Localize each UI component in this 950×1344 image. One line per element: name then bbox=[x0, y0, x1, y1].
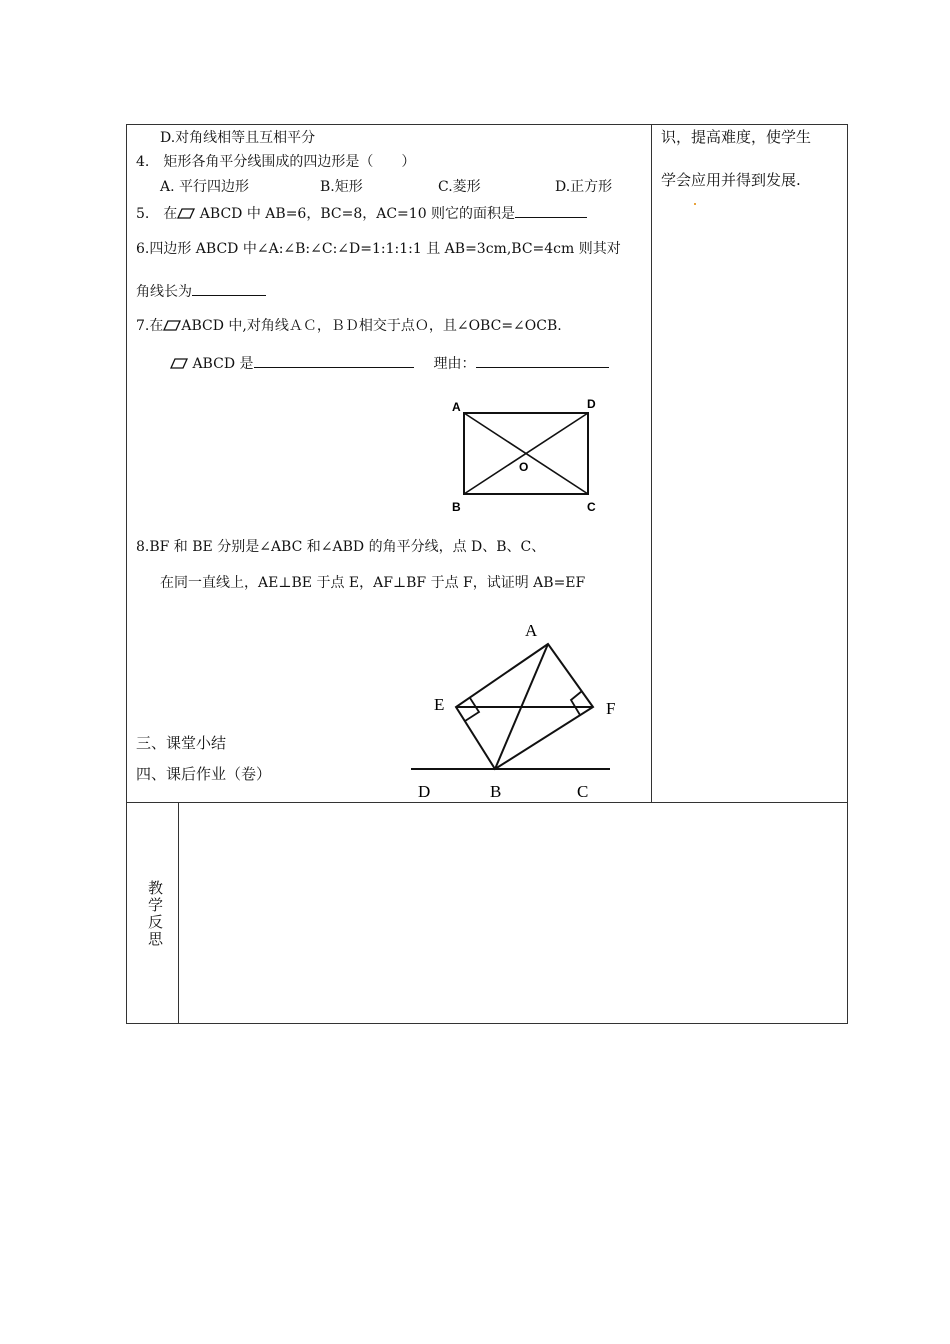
right-col-line2: 学会应用并得到发展. bbox=[661, 171, 801, 189]
q6-line1: 6.四边形 ABCD 中∠A:∠B:∠C:∠D=1:1:1:1 且 AB=3cm,BC=4cm 则其对 bbox=[136, 241, 621, 257]
q6-line2 bbox=[136, 281, 266, 301]
q5-prefix: 5. 在 bbox=[136, 206, 178, 222]
q5-answer-blank[interactable] bbox=[515, 203, 587, 218]
reflection-label: 教学反思 bbox=[148, 879, 164, 948]
q8-line2: 在同一直线上，AE⊥BE 于点 E，AF⊥BF 于点 F，试证明 AB=EF bbox=[160, 575, 586, 591]
fig2-label-e: E bbox=[434, 695, 445, 714]
q5-text: ABCD 中 AB=6，BC=8，AC=10 则它的面积是 bbox=[195, 206, 516, 222]
q7-prefix: 7.在 bbox=[136, 318, 164, 334]
section-summary: 三、课堂小结 bbox=[136, 734, 227, 752]
q7-line1 bbox=[136, 317, 562, 335]
fig1-label-d: D bbox=[587, 397, 596, 411]
fig1-label-a: A bbox=[452, 400, 461, 414]
q8-line1: 8.BF 和 BE 分别是∠ABC 和∠ABD 的角平分线，点 D、B、C、 bbox=[136, 539, 546, 555]
q4-option-c: C.菱形 bbox=[438, 179, 481, 195]
stray-mark bbox=[694, 203, 696, 205]
parallelogram-icon bbox=[170, 358, 188, 369]
q7-line2 bbox=[170, 353, 609, 373]
rectangle-figure bbox=[448, 395, 608, 515]
q7-answer-blank[interactable] bbox=[254, 353, 414, 368]
reflection-divider bbox=[178, 802, 179, 1024]
q3-option-d: D.对角线相等且互相平分 bbox=[160, 130, 316, 146]
fig2-label-a: A bbox=[525, 621, 538, 640]
q7-line2-a: ABCD 是 bbox=[188, 356, 254, 372]
q4-option-a: A. 平行四边形 bbox=[160, 179, 250, 195]
parallelogram-icon bbox=[177, 208, 195, 219]
fig2-label-c: C bbox=[577, 782, 589, 801]
fig1-label-c: C bbox=[587, 500, 596, 514]
q7-reason-label: 理由： bbox=[433, 356, 476, 372]
q7-text: ABCD 中,对角线ＡＣ，ＢＤ相交于点Ｏ，且∠OBC=∠OCB. bbox=[181, 318, 562, 334]
q6-line2-text: 角线长为 bbox=[136, 284, 192, 300]
fig2-label-f: F bbox=[606, 699, 616, 718]
fig2-label-b: B bbox=[490, 782, 502, 801]
parallelogram-icon bbox=[163, 320, 181, 331]
section-homework: 四、课后作业（卷） bbox=[136, 765, 272, 783]
q4-stem: 4. 矩形各角平分线围成的四边形是（ ） bbox=[136, 154, 416, 170]
fig1-label-o: O bbox=[519, 460, 529, 474]
q6-answer-blank[interactable] bbox=[192, 281, 266, 296]
angle-bisector-figure bbox=[408, 614, 633, 804]
q5-line bbox=[136, 203, 587, 223]
q4-option-b: B.矩形 bbox=[320, 179, 363, 195]
fig2-label-d: D bbox=[418, 782, 431, 801]
q7-reason-blank[interactable] bbox=[476, 353, 609, 368]
column-divider bbox=[651, 124, 652, 803]
fig1-label-b: B bbox=[452, 500, 461, 514]
q4-option-d: D.正方形 bbox=[555, 179, 613, 195]
right-col-line1: 识，提高难度，使学生 bbox=[661, 128, 812, 146]
